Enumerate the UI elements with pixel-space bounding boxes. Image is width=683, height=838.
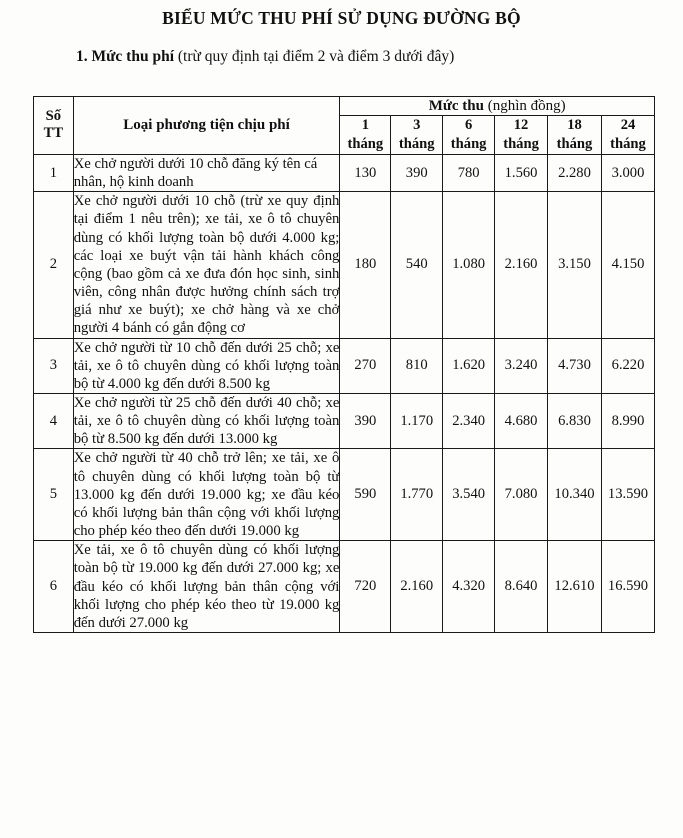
row-value-12-month: 4.680 bbox=[495, 393, 548, 448]
table-row bbox=[34, 154, 655, 191]
row-value-6-month: 1.620 bbox=[443, 338, 495, 393]
row-value-3-month: 390 bbox=[391, 154, 443, 191]
month-unit: tháng bbox=[556, 135, 593, 152]
row-value-6-month: 780 bbox=[443, 154, 495, 191]
month-unit: tháng bbox=[503, 135, 539, 152]
row-value-18-month: 6.830 bbox=[548, 393, 602, 448]
row-value-1-month: 270 bbox=[340, 338, 391, 393]
row-value-24-month: 8.990 bbox=[601, 393, 654, 448]
month-unit: tháng bbox=[450, 135, 487, 152]
row-value-18-month: 3.150 bbox=[548, 192, 602, 338]
row-value-24-month: 4.150 bbox=[601, 192, 654, 338]
month-number: 24 bbox=[620, 117, 636, 133]
table-row bbox=[34, 192, 655, 338]
row-stt: 3 bbox=[34, 338, 74, 393]
row-value-6-month: 2.340 bbox=[443, 393, 495, 448]
column-header-month-6 bbox=[443, 116, 495, 155]
row-value-24-month: 6.220 bbox=[601, 338, 654, 393]
month-unit: tháng bbox=[610, 135, 646, 152]
row-value-18-month: 4.730 bbox=[548, 338, 602, 393]
table-row bbox=[34, 449, 655, 541]
column-header-stt-line2: TT bbox=[43, 125, 64, 142]
row-value-6-month: 4.320 bbox=[443, 541, 495, 633]
row-description: Xe chở người từ 10 chỗ đến dưới 25 chỗ; xe tải, xe ô tô chuyên dùng có khối lượng toàn bộ từ 4.000 kg đến dưới 8.500 kg bbox=[73, 339, 340, 392]
month-number: 3 bbox=[413, 117, 421, 133]
column-header-description: Loại phương tiện chịu phí bbox=[73, 97, 340, 155]
row-stt: 5 bbox=[34, 449, 74, 541]
month-number: 18 bbox=[567, 117, 582, 133]
month-unit: tháng bbox=[398, 135, 435, 152]
fee-schedule-table bbox=[33, 96, 655, 633]
row-value-1-month: 590 bbox=[340, 449, 391, 541]
row-value-6-month: 3.540 bbox=[443, 449, 495, 541]
row-value-3-month: 1.770 bbox=[391, 449, 443, 541]
month-number: 1 bbox=[361, 117, 369, 133]
rate-group-label: Mức thu bbox=[428, 98, 484, 114]
row-value-12-month: 8.640 bbox=[495, 541, 548, 633]
row-value-1-month: 720 bbox=[340, 541, 391, 633]
column-header-stt-line1: Số bbox=[45, 107, 62, 124]
table-row bbox=[34, 393, 655, 448]
row-value-24-month: 16.590 bbox=[601, 541, 654, 633]
row-value-1-month: 390 bbox=[340, 393, 391, 448]
rate-group-unit: (nghìn đồng) bbox=[483, 98, 566, 114]
page-title: BIỂU MỨC THU PHÍ SỬ DỤNG ĐƯỜNG BỘ bbox=[162, 8, 521, 28]
column-header-month-1 bbox=[340, 116, 391, 155]
month-number: 12 bbox=[513, 117, 529, 133]
row-stt: 2 bbox=[34, 192, 74, 338]
row-value-18-month: 12.610 bbox=[548, 541, 602, 633]
section-heading-note: (trừ quy định tại điểm 2 và điểm 3 dưới đây) bbox=[174, 48, 455, 65]
row-value-18-month: 10.340 bbox=[548, 449, 602, 541]
table-header-row-top bbox=[34, 97, 655, 116]
column-header-month-24 bbox=[601, 116, 654, 155]
row-value-1-month: 180 bbox=[340, 192, 391, 338]
row-description: Xe chở người dưới 10 chỗ đăng ký tên cá nhân, hộ kinh doanh bbox=[73, 154, 340, 191]
row-value-12-month: 2.160 bbox=[495, 192, 548, 338]
column-header-month-3 bbox=[391, 116, 443, 155]
row-value-3-month: 2.160 bbox=[391, 541, 443, 633]
row-stt: 1 bbox=[34, 154, 74, 191]
row-value-3-month: 540 bbox=[391, 192, 443, 338]
row-stt: 6 bbox=[34, 541, 74, 633]
table-row bbox=[34, 338, 655, 393]
row-value-3-month: 1.170 bbox=[391, 393, 443, 448]
row-value-18-month: 2.280 bbox=[548, 154, 602, 191]
row-value-24-month: 3.000 bbox=[601, 154, 654, 191]
row-value-24-month: 13.590 bbox=[601, 449, 654, 541]
column-header-month-18 bbox=[548, 116, 602, 155]
row-value-6-month: 1.080 bbox=[443, 192, 495, 338]
document-page bbox=[0, 8, 683, 838]
column-header-stt bbox=[34, 97, 74, 155]
section-heading bbox=[0, 47, 683, 66]
row-value-12-month: 7.080 bbox=[495, 449, 548, 541]
row-stt: 4 bbox=[34, 393, 74, 448]
row-value-3-month: 810 bbox=[391, 338, 443, 393]
row-value-12-month: 3.240 bbox=[495, 338, 548, 393]
row-description: Xe chở người từ 40 chỗ trở lên; xe tải, xe ô tô chuyên dùng có khối lượng toàn bộ từ 13.000 kg đến dưới 19.000 kg; xe đầu kéo có khối lượng bản thân cộng với khối lượng cho phép kéo theo đến dưới 19.000 kg bbox=[73, 450, 340, 540]
row-description: Xe chở người dưới 10 chỗ (trừ xe quy định tại điểm 1 nêu trên); xe tải, xe ô tô chuyên dùng có khối lượng toàn bộ dưới 4.000 kg; các loại xe buýt vận tải hành khách công cộng (bao gồm cả xe đưa đón học sinh, sinh viên, công nhân được hưởng chính sách trợ giá như xe buýt); xe chở hàng và xe chở người 4 bánh có gắn động cơ bbox=[73, 193, 340, 337]
column-header-rate-group bbox=[340, 97, 655, 116]
row-value-12-month: 1.560 bbox=[495, 154, 548, 191]
table-row bbox=[34, 541, 655, 633]
column-header-month-12 bbox=[495, 116, 548, 155]
row-description: Xe chở người từ 25 chỗ đến dưới 40 chỗ; xe tải, xe ô tô chuyên dùng có khối lượng toàn bộ từ 8.500 kg đến dưới 13.000 kg bbox=[73, 394, 340, 448]
row-value-1-month: 130 bbox=[340, 154, 391, 191]
month-unit: tháng bbox=[347, 135, 384, 152]
section-heading-lead: 1. Mức thu phí bbox=[76, 48, 175, 65]
month-number: 6 bbox=[464, 117, 473, 133]
row-description: Xe tải, xe ô tô chuyên dùng có khối lượng toàn bộ từ 19.000 kg đến dưới 27.000 kg; xe đầu kéo có khối lượng bản thân cộng với khối lượng cho phép kéo theo từ 19.000 kg đến dưới 27.000 kg bbox=[73, 542, 340, 631]
